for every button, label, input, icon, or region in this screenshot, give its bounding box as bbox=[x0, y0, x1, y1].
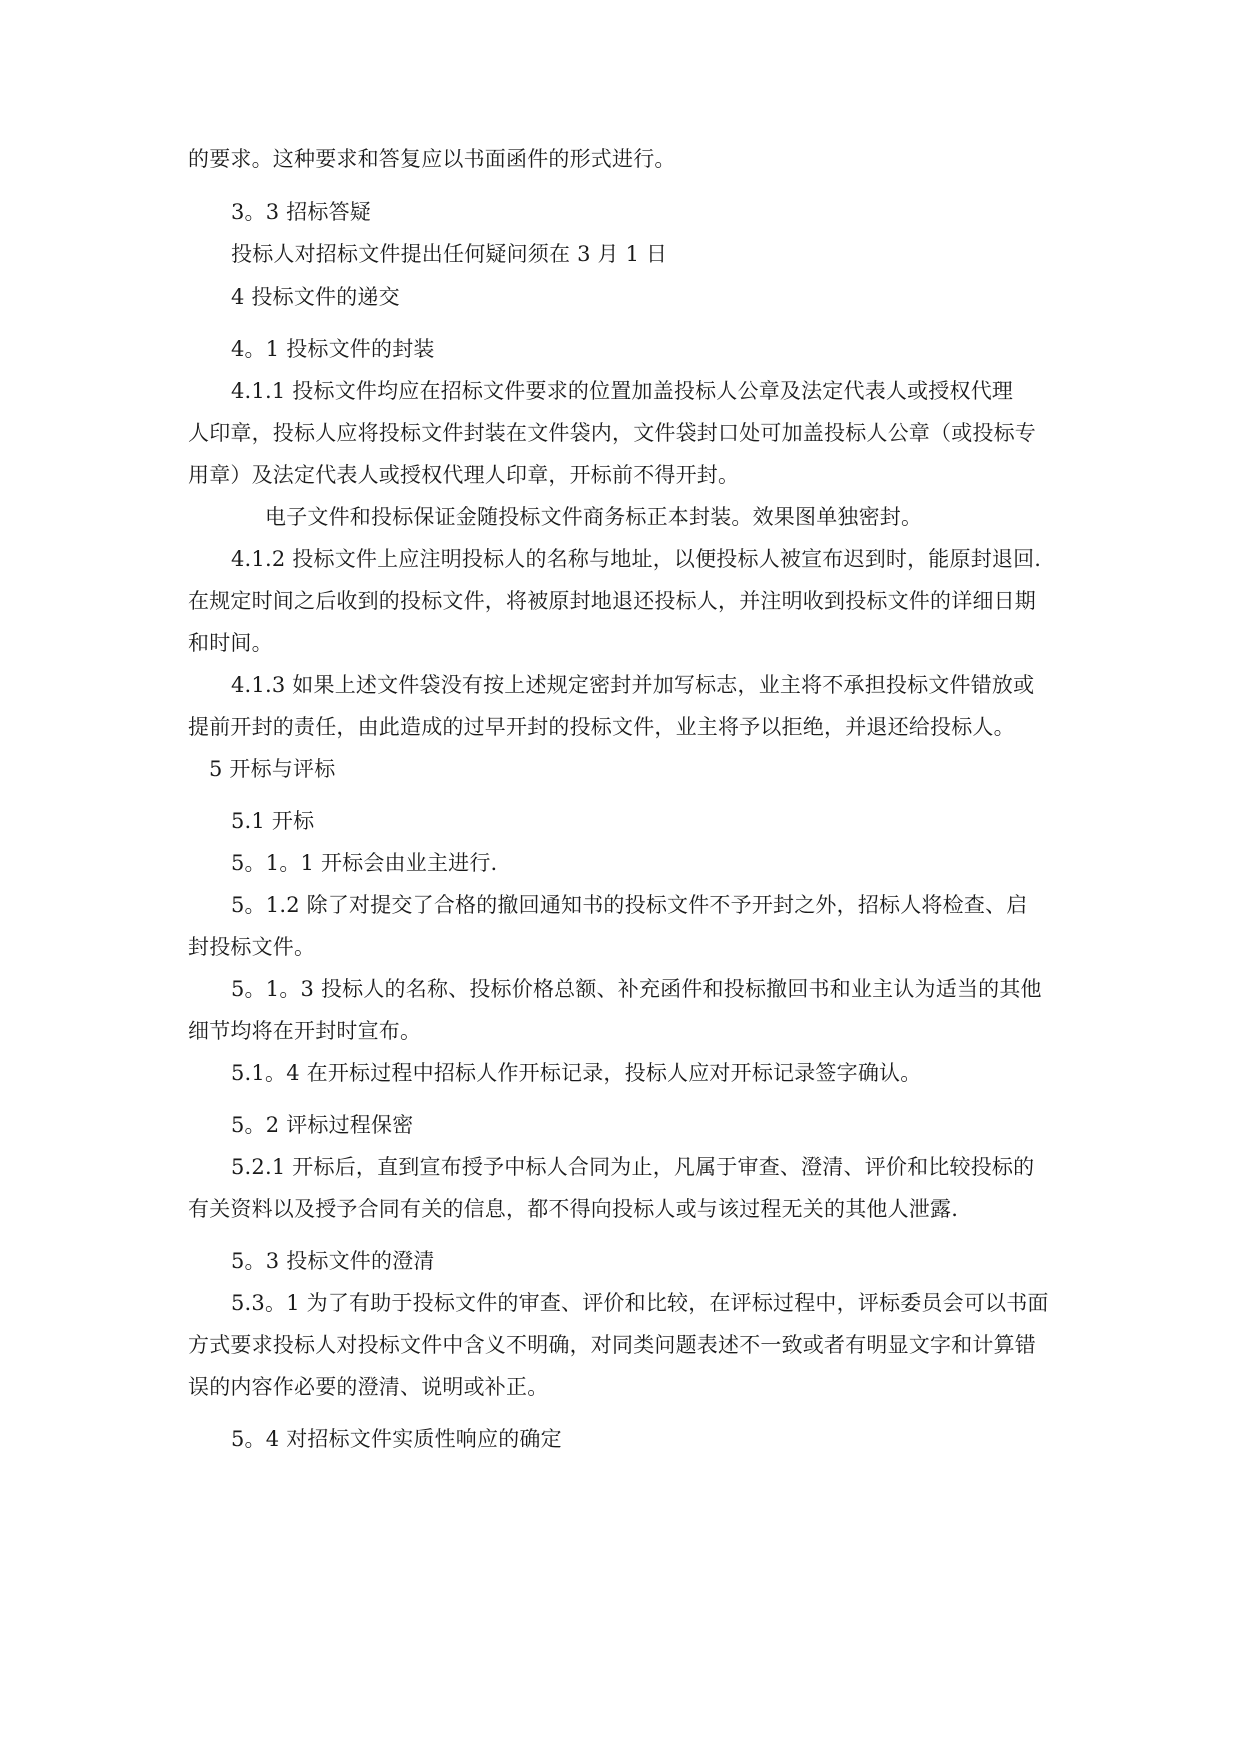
body-line: 方式要求投标人对投标文件中含义不明确，对同类问题表述不一致或者有明显文字和计算错 bbox=[188, 1333, 1036, 1357]
body-line: 电子文件和投标保证金随投标文件商务标正本封装。效果图单独密封。 bbox=[265, 505, 923, 529]
body-line: 5。1.2 除了对提交了合格的撤回通知书的投标文件不予开封之外，招标人将检查、启 bbox=[231, 893, 1028, 917]
section-heading: 5 开标与评标 bbox=[209, 757, 336, 781]
body-line: 用章）及法定代表人或授权代理人印章，开标前不得开封。 bbox=[188, 463, 740, 487]
body-line: 提前开封的责任，由此造成的过早开封的投标文件，业主将予以拒绝，并退还给投标人。 bbox=[188, 715, 1015, 739]
section-heading: 5.1 开标 bbox=[231, 809, 315, 833]
body-line: 5.1。4 在开标过程中招标人作开标记录，投标人应对开标记录签字确认。 bbox=[231, 1061, 922, 1085]
body-line: 在规定时间之后收到的投标文件，将被原封地退还投标人，并注明收到投标文件的详细日期 bbox=[188, 589, 1036, 613]
body-line: 误的内容作必要的澄清、说明或补正。 bbox=[188, 1375, 549, 1399]
section-heading: 3。3 招标答疑 bbox=[231, 200, 371, 224]
section-heading: 4 投标文件的递交 bbox=[231, 285, 400, 309]
body-line: 4.1.1 投标文件均应在招标文件要求的位置加盖投标人公章及法定代表人或授权代理 bbox=[231, 379, 1014, 403]
body-line: 5.3。1 为了有助于投标文件的审查、评价和比较，在评标过程中，评标委员会可以书面 bbox=[231, 1291, 1049, 1315]
body-line: 4.1.2 投标文件上应注明投标人的名称与地址，以便投标人被宣布迟到时，能原封退回. bbox=[231, 547, 1042, 571]
body-line: 5。1。1 开标会由业主进行. bbox=[231, 851, 498, 875]
section-heading: 5。2 评标过程保密 bbox=[231, 1113, 414, 1137]
body-line: 有关资料以及授予合同有关的信息，都不得向投标人或与该过程无关的其他人泄露. bbox=[188, 1197, 959, 1221]
body-line: 和时间。 bbox=[188, 631, 273, 655]
section-heading: 5。4 对招标文件实质性响应的确定 bbox=[231, 1427, 562, 1451]
body-line: 的要求。这种要求和答复应以书面函件的形式进行。 bbox=[188, 147, 676, 171]
body-line: 4.1.3 如果上述文件袋没有按上述规定密封并加写标志，业主将不承担投标文件错放或 bbox=[231, 673, 1035, 697]
body-line: 5。1。3 投标人的名称、投标价格总额、补充函件和投标撤回书和业主认为适当的其他 bbox=[231, 977, 1042, 1001]
body-line: 投标人对招标文件提出任何疑问须在 3 月 1 日 bbox=[231, 242, 668, 266]
section-heading: 4。1 投标文件的封装 bbox=[231, 337, 435, 361]
body-line: 细节均将在开封时宣布。 bbox=[188, 1019, 422, 1043]
body-line: 封投标文件。 bbox=[188, 935, 316, 959]
body-line: 5.2.1 开标后，直到宣布授予中标人合同为止，凡属于审查、澄清、评价和比较投标的 bbox=[231, 1155, 1035, 1179]
body-line: 人印章，投标人应将投标文件封装在文件袋内，文件袋封口处可加盖投标人公章（或投标专 bbox=[188, 421, 1036, 445]
section-heading: 5。3 投标文件的澄清 bbox=[231, 1249, 435, 1273]
